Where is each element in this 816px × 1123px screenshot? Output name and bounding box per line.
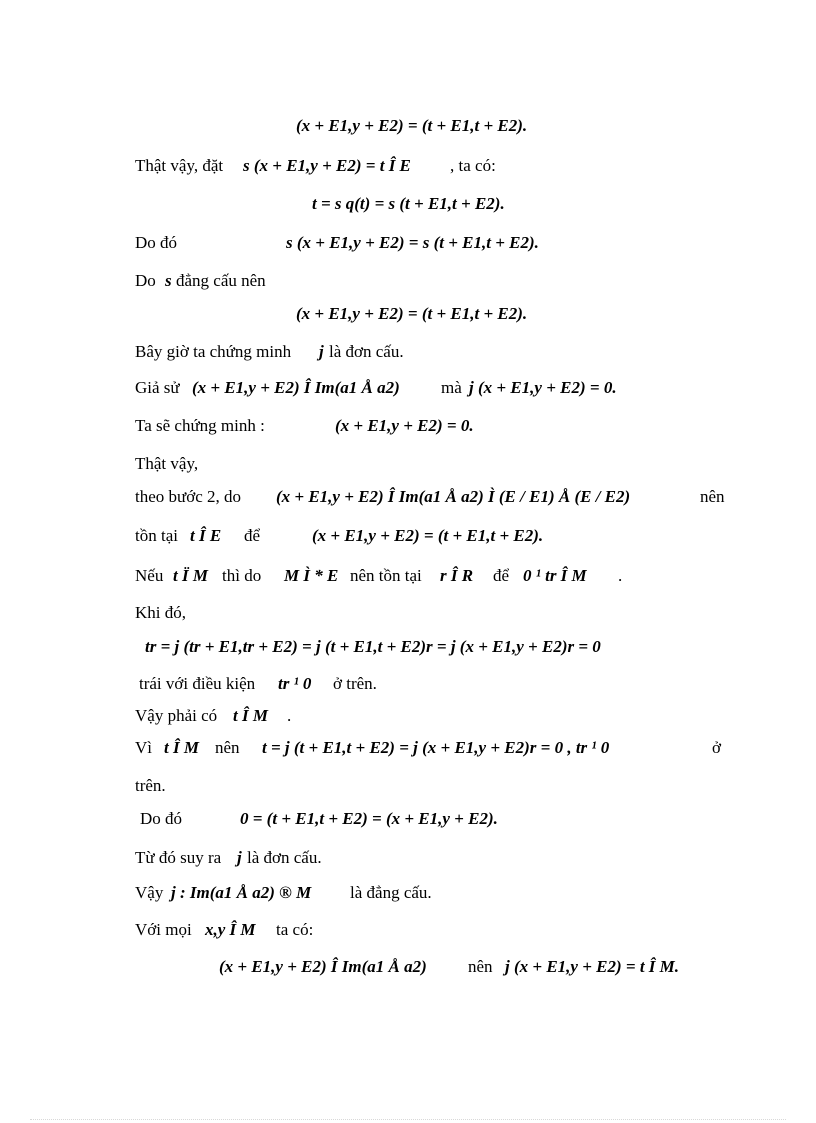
- formula: M Ì * E: [284, 566, 339, 585]
- formula: x,y Î M: [205, 920, 256, 939]
- formula: t = s q(t) = s (t + E1,t + E2).: [312, 194, 505, 213]
- text: ta có:: [276, 920, 314, 939]
- formula: t Î M: [233, 706, 268, 725]
- text: nên: [215, 738, 240, 757]
- text: thì do: [222, 566, 262, 585]
- text: Giả sử: [135, 378, 180, 397]
- text: theo bước 2, do: [135, 487, 242, 506]
- formula: t Î M: [164, 738, 199, 757]
- formula: j (x + E1,y + E2) = 0.: [469, 378, 617, 397]
- text: là đơn cấu.: [247, 848, 322, 867]
- formula: (x + E1,y + E2) Î Im(a1 Å a2) Ì (E / E1) Å (E / E2): [276, 487, 631, 506]
- text: để: [244, 526, 261, 545]
- text: Vì: [135, 738, 152, 757]
- formula: (x + E1,y + E2) = (t + E1,t + E2).: [296, 116, 528, 135]
- text: tồn tại: [135, 526, 178, 545]
- text: .: [287, 706, 292, 725]
- formula: t Ï M: [173, 566, 208, 585]
- text: ở trên.: [333, 674, 377, 693]
- formula: j : Im(a1 Å a2) ® M: [171, 883, 312, 902]
- formula: tr = j (tr + E1,tr + E2) = j (t + E1,t + E2)r = j (x + E1,y + E2)r = 0: [145, 637, 601, 656]
- text: Với mọi: [135, 920, 192, 939]
- text: đẳng cấu nên: [176, 271, 266, 290]
- text: Thật vậy,: [135, 454, 199, 473]
- text: Do: [135, 271, 156, 290]
- text: trái với điều kiện: [139, 674, 256, 693]
- formula: r Î R: [440, 566, 474, 585]
- text: trên.: [135, 776, 166, 795]
- formula: (x + E1,y + E2) = (t + E1,t + E2).: [296, 304, 528, 323]
- text: Thật vậy, đặt: [135, 156, 224, 175]
- formula: t = j (t + E1,t + E2) = j (x + E1,y + E2)r = 0 , tr ¹ 0: [262, 738, 610, 757]
- text: Vậy phải có: [135, 706, 218, 725]
- text: Do đó: [140, 809, 183, 828]
- text: là đơn cấu.: [329, 342, 404, 361]
- text: Vậy: [135, 883, 164, 902]
- formula: (x + E1,y + E2) = (t + E1,t + E2).: [312, 526, 544, 545]
- formula: s (x + E1,y + E2) = t Î E: [243, 156, 411, 175]
- text: nên: [700, 487, 725, 506]
- text: Từ đó suy ra: [135, 848, 222, 867]
- formula: j (x + E1,y + E2) = t Î M.: [505, 957, 680, 976]
- text: để: [493, 566, 510, 585]
- formula: s: [165, 271, 172, 290]
- text: , ta có:: [450, 156, 496, 175]
- formula: (x + E1,y + E2) = 0.: [335, 416, 474, 435]
- text: là đẳng cấu.: [350, 883, 432, 902]
- text: Ta sẽ chứng minh :: [135, 416, 265, 435]
- formula: s (x + E1,y + E2) = s (t + E1,t + E2).: [286, 233, 539, 252]
- text: Do đó: [135, 233, 178, 252]
- formula: j: [319, 342, 324, 361]
- page-bottom-divider: [30, 1119, 786, 1120]
- formula: tr ¹ 0: [278, 674, 312, 693]
- text: Khi đó,: [135, 603, 186, 622]
- formula: 0 = (t + E1,t + E2) = (x + E1,y + E2).: [240, 809, 498, 828]
- text: Bây giờ ta chứng minh: [135, 342, 292, 361]
- formula: t Î E: [190, 526, 222, 545]
- formula: (x + E1,y + E2) Î Im(a1 Å a2): [219, 957, 427, 976]
- text: mà: [441, 378, 462, 397]
- text: .: [618, 566, 623, 585]
- formula: (x + E1,y + E2) Î Im(a1 Å a2): [192, 378, 400, 397]
- formula: 0 ¹ tr Î M: [523, 566, 587, 585]
- text: Nếu: [135, 566, 164, 585]
- formula: j: [237, 848, 242, 867]
- text: ở: [712, 738, 721, 757]
- text: nên tồn tại: [350, 566, 422, 585]
- text: nên: [468, 957, 493, 976]
